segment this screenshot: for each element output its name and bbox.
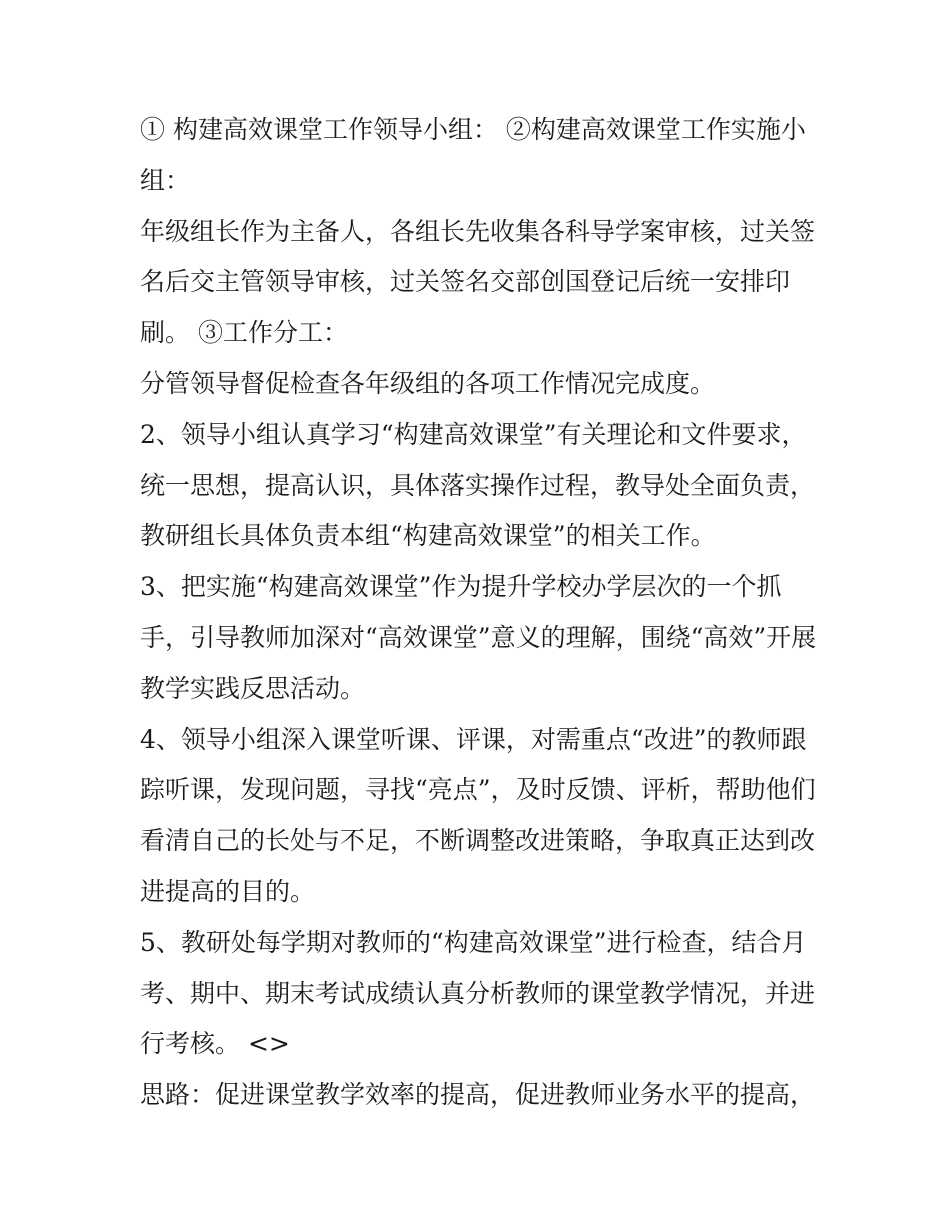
text-line: 年级组长作为主备人，各组长先收集各科导学案审核，过关签 xyxy=(140,216,816,246)
text-line: 进提高的目的。 xyxy=(140,876,316,906)
text-line: 分管领导督促检查各年级组的各项工作情况完成度。 xyxy=(140,368,716,398)
document-body xyxy=(140,105,830,1121)
text-line: 刷。 ③工作分工： xyxy=(140,318,348,348)
text-line: 4、领导小组深入课堂听课、评课，对需重点“改进”的教师跟 xyxy=(140,724,807,754)
text-line: 2、领导小组认真学习“构建高效课堂”有关理论和文件要求， xyxy=(140,419,807,449)
text-line: 3、把实施“构建高效课堂”作为提升学校办学层次的一个抓 xyxy=(140,572,782,602)
text-line: 看清自己的长处与不足，不断调整改进策略，争取真正达到改 xyxy=(140,826,816,856)
text-line: 考、期中、期末考试成绩认真分析教师的课堂教学情况，并进 xyxy=(140,978,816,1008)
text-line: 组： xyxy=(140,165,191,195)
text-line: 踪听课，发现问题，寻找“亮点”，及时反馈、评析，帮助他们 xyxy=(140,775,816,805)
text-line: 手，引导教师加深对“高效课堂”意义的理解，围绕“高效”开展 xyxy=(140,622,817,652)
text-line: 教学实践反思活动。 xyxy=(140,673,366,703)
text-line: 统一思想，提高认识，具体落实操作过程，教导处全面负责， xyxy=(140,470,816,500)
text-line: 教研组长具体负责本组“构建高效课堂”的相关工作。 xyxy=(140,521,716,551)
text-line: 5、教研处每学期对教师的“构建高效课堂”进行检查，结合月 xyxy=(140,927,807,957)
text-line: ① 构建高效课堂工作领导小组： ②构建高效课堂工作实施小 xyxy=(140,115,806,144)
text-line: 名后交主管领导审核，过关签名交部创国登记后统一安排印 xyxy=(140,267,791,297)
text-line: 行考核。 <> xyxy=(140,1029,290,1059)
text-line: 思路：促进课堂教学效率的提高，促进教师业务水平的提高， xyxy=(140,1080,816,1110)
